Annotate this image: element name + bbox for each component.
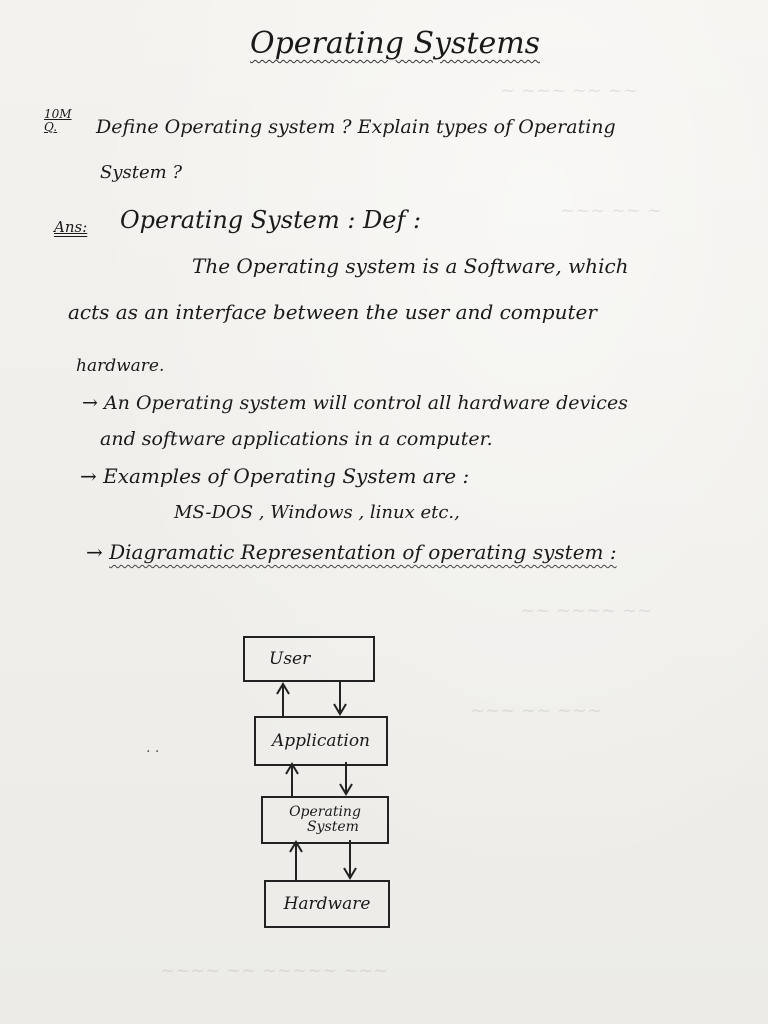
bullet-arrow: → [86,540,110,564]
diagram-box-user [243,636,375,682]
diagram-box-operating-system [261,796,389,844]
question-label: Q. [44,120,58,134]
hardware-label: Hardware [283,893,371,914]
arrowhead [344,868,356,878]
application-label: Application [271,730,371,751]
os-label-line-2: System [307,819,359,835]
definition-line-3: hardware. [76,356,165,376]
bullet-examples: → Examples of Operating System are : [80,464,470,488]
marks-value: 10M [44,107,72,121]
question-line-2: System ? [100,162,183,183]
bullet-control-line-1: → An Operating system will control all hardware devices [82,392,628,414]
answer-label: Ans: [54,218,88,236]
definition-heading: Operating System : Def : [120,206,422,234]
os-label-line-1: Operating [289,804,361,820]
bullet-control-line-2: and software applications in a computer. [100,428,493,450]
user-label: User [269,648,311,669]
bleed-through: ~ ~~~ ~~ ~~ [500,80,638,101]
definition-line-2: acts as an interface between the user and computer [68,300,597,324]
arrowhead [277,684,289,694]
arrowhead [340,784,352,794]
definition-line-1: The Operating system is a Software, which [192,254,629,278]
bleed-through: ~~ ~~~~ ~~ [520,600,653,621]
diagram-heading-text: Diagramatic Representation of operating system : [109,540,617,564]
diagram-box-hardware [264,880,390,928]
stray-dots: . . [146,740,160,756]
page-title: Operating Systems [250,26,541,61]
question-marks [44,108,72,134]
question-line-1: Define Operating system ? Explain types of Operating [96,116,616,138]
examples-list: MS-DOS , Windows , linux etc., [174,502,460,523]
arrowhead [334,704,346,714]
bleed-through: ~~~ ~~ ~~~ [470,700,603,721]
bullet-diagram-heading [86,540,617,564]
operating-system-label [289,805,361,835]
diagram-box-application [254,716,388,766]
bleed-through: ~~~~ ~~ ~~~~~ ~~~ [160,960,389,981]
bleed-through: ~~~ ~~ ~ [560,200,662,221]
